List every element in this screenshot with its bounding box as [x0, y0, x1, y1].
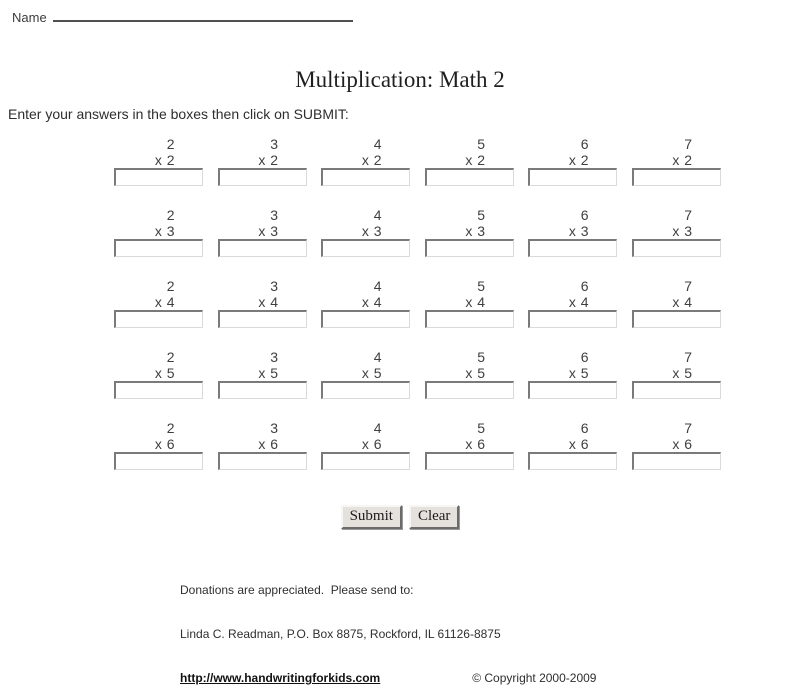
top-operand: 7 [684, 136, 693, 152]
top-operand: 3 [270, 136, 279, 152]
page-title: Multiplication: Math 2 [295, 67, 505, 93]
multiplier-operand: x 5 [465, 365, 486, 381]
top-operand: 2 [166, 349, 175, 365]
answer-input[interactable] [528, 168, 617, 186]
answer-input[interactable] [528, 310, 617, 328]
multiplication-problem [632, 207, 736, 257]
problems-grid [114, 136, 735, 470]
multiplication-problem [321, 349, 425, 399]
multiplier-operand: x 2 [465, 152, 486, 168]
multiplication-problem [632, 420, 736, 470]
footer [180, 554, 596, 700]
top-operand: 2 [166, 420, 175, 436]
top-operand: 5 [477, 278, 486, 294]
multiplier-operand: x 6 [258, 436, 279, 452]
answer-input[interactable] [528, 381, 617, 399]
multiplication-problem [114, 136, 218, 186]
top-operand: 4 [373, 207, 382, 223]
multiplier-operand: x 4 [568, 294, 589, 310]
top-operand: 7 [684, 278, 693, 294]
multiplication-problem [528, 349, 632, 399]
multiplier-operand: x 6 [672, 436, 693, 452]
top-operand: 6 [580, 207, 589, 223]
multiplier-operand: x 5 [154, 365, 175, 381]
answer-input[interactable] [425, 239, 514, 257]
multiplication-problem [114, 278, 218, 328]
answer-input[interactable] [114, 310, 203, 328]
multiplier-operand: x 2 [361, 152, 382, 168]
top-operand: 4 [373, 349, 382, 365]
multiplication-problem [425, 349, 529, 399]
answer-input[interactable] [114, 168, 203, 186]
multiplication-problem [114, 207, 218, 257]
multiplication-problem [114, 420, 218, 470]
multiplier-operand: x 3 [465, 223, 486, 239]
multiplication-problem [528, 207, 632, 257]
top-operand: 2 [166, 278, 175, 294]
multiplication-problem [632, 136, 736, 186]
answer-input[interactable] [321, 239, 410, 257]
submit-button[interactable]: Submit [341, 505, 402, 529]
answer-input[interactable] [528, 452, 617, 470]
top-operand: 2 [166, 136, 175, 152]
instruction-text: Enter your answers in the boxes then click on SUBMIT: [8, 106, 349, 122]
answer-input[interactable] [425, 310, 514, 328]
answer-input[interactable] [321, 381, 410, 399]
multiplication-problem [425, 278, 529, 328]
name-label: Name [12, 10, 47, 25]
multiplication-problem [218, 349, 322, 399]
multiplier-operand: x 2 [258, 152, 279, 168]
name-blank-line [53, 9, 353, 22]
multiplier-operand: x 5 [361, 365, 382, 381]
copyright-text: © Copyright 2000-2009 [472, 671, 597, 685]
multiplier-operand: x 2 [568, 152, 589, 168]
multiplier-operand: x 3 [361, 223, 382, 239]
multiplication-problem [321, 207, 425, 257]
top-operand: 5 [477, 207, 486, 223]
multiplier-operand: x 3 [258, 223, 279, 239]
multiplication-problem [321, 136, 425, 186]
answer-input[interactable] [632, 381, 721, 399]
top-operand: 2 [166, 207, 175, 223]
top-operand: 3 [270, 278, 279, 294]
answer-input[interactable] [218, 168, 307, 186]
answer-input[interactable] [218, 452, 307, 470]
multiplication-problem [321, 278, 425, 328]
multiplication-problem [632, 349, 736, 399]
multiplier-operand: x 3 [154, 223, 175, 239]
multiplier-operand: x 6 [568, 436, 589, 452]
top-operand: 7 [684, 420, 693, 436]
answer-input[interactable] [114, 381, 203, 399]
multiplication-problem [425, 207, 529, 257]
multiplication-problem [425, 136, 529, 186]
multiplication-problem [114, 349, 218, 399]
multiplication-problem [218, 207, 322, 257]
top-operand: 4 [373, 136, 382, 152]
answer-input[interactable] [114, 239, 203, 257]
multiplier-operand: x 5 [672, 365, 693, 381]
multiplier-operand: x 4 [154, 294, 175, 310]
answer-input[interactable] [218, 239, 307, 257]
top-operand: 4 [373, 420, 382, 436]
answer-input[interactable] [528, 239, 617, 257]
multiplication-problem [218, 278, 322, 328]
multiplication-problem [528, 278, 632, 328]
top-operand: 4 [373, 278, 382, 294]
multiplier-operand: x 2 [672, 152, 693, 168]
answer-input[interactable] [632, 310, 721, 328]
multiplier-operand: x 4 [465, 294, 486, 310]
top-operand: 5 [477, 420, 486, 436]
top-operand: 5 [477, 349, 486, 365]
top-operand: 7 [684, 207, 693, 223]
multiplier-operand: x 6 [154, 436, 175, 452]
answer-input[interactable] [321, 310, 410, 328]
donation-line: Donations are appreciated. Please send to: [180, 583, 414, 597]
top-operand: 5 [477, 136, 486, 152]
multiplication-problem [425, 420, 529, 470]
top-operand: 3 [270, 349, 279, 365]
multiplier-operand: x 5 [258, 365, 279, 381]
multiplication-problem [321, 420, 425, 470]
multiplier-operand: x 3 [568, 223, 589, 239]
multiplication-problem [218, 136, 322, 186]
top-operand: 3 [270, 420, 279, 436]
answer-input[interactable] [425, 168, 514, 186]
multiplier-operand: x 2 [154, 152, 175, 168]
multiplier-operand: x 4 [672, 294, 693, 310]
answer-input[interactable] [321, 168, 410, 186]
answer-input[interactable] [425, 381, 514, 399]
top-operand: 7 [684, 349, 693, 365]
multiplication-problem [528, 136, 632, 186]
answer-input[interactable] [632, 239, 721, 257]
top-operand: 6 [580, 420, 589, 436]
footer-last-line [180, 671, 596, 686]
top-operand: 6 [580, 349, 589, 365]
clear-button[interactable]: Clear [409, 505, 459, 529]
button-bar [0, 505, 800, 529]
answer-input[interactable] [218, 381, 307, 399]
multiplication-problem [218, 420, 322, 470]
multiplication-problem [632, 278, 736, 328]
name-row [12, 9, 353, 25]
top-operand: 6 [580, 136, 589, 152]
answer-input[interactable] [632, 452, 721, 470]
multiplier-operand: x 6 [465, 436, 486, 452]
multiplier-operand: x 6 [361, 436, 382, 452]
answer-input[interactable] [632, 168, 721, 186]
multiplier-operand: x 4 [258, 294, 279, 310]
top-operand: 3 [270, 207, 279, 223]
multiplication-problem [528, 420, 632, 470]
top-operand: 6 [580, 278, 589, 294]
answer-input[interactable] [425, 452, 514, 470]
multiplier-operand: x 5 [568, 365, 589, 381]
multiplier-operand: x 3 [672, 223, 693, 239]
answer-input[interactable] [114, 452, 203, 470]
answer-input[interactable] [218, 310, 307, 328]
multiplier-operand: x 4 [361, 294, 382, 310]
website-url-link[interactable]: http://www.handwritingforkids.com [180, 671, 381, 685]
answer-input[interactable] [321, 452, 410, 470]
address-line: Linda C. Readman, P.O. Box 8875, Rockford, IL 61126-8875 [180, 626, 501, 641]
